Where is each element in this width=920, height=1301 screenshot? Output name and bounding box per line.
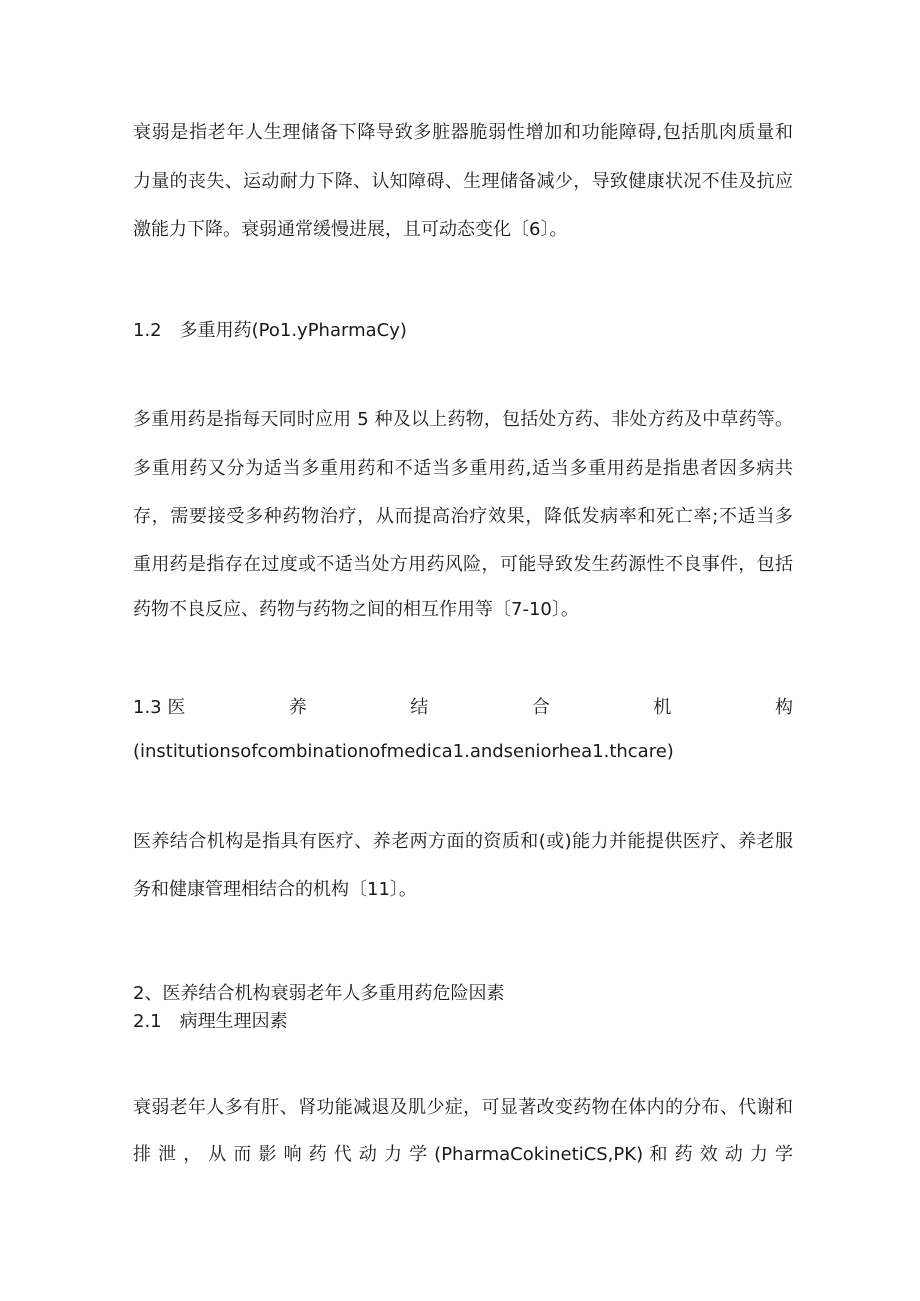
subsection-heading: 2.1 病理生理因素 bbox=[133, 1011, 288, 1032]
paragraph-line: 激能力下降。衰弱通常缓慢进展，且可动态变化〔6〕。 bbox=[133, 219, 568, 240]
heading-part: 结 bbox=[410, 697, 429, 718]
paragraph-line: 药物不良反应、药物与药物之间的相互作用等〔7-10〕。 bbox=[133, 599, 579, 620]
paragraph-line: 衰弱老年人多有肝、肾功能减退及肌少症，可显著改变药物在体内的分布、代谢和 bbox=[133, 1097, 793, 1118]
heading-part: 构 bbox=[774, 697, 793, 718]
paragraph-line: 务和健康管理相结合的机构〔11〕。 bbox=[133, 879, 417, 900]
paragraph-line: 医养结合机构是指具有医疗、养老两方面的资质和(或)能力并能提供医疗、养老服 bbox=[133, 831, 793, 852]
heading-part: 机 bbox=[653, 697, 672, 718]
section-heading-english: (institutionsofcombinationofmedica1.andseniorhea1.thcare) bbox=[133, 741, 674, 762]
section-heading: 2、医养结合机构衰弱老年人多重用药危险因素 bbox=[133, 983, 505, 1004]
paragraph-line: 多重用药是指每天同时应用 5 种及以上药物，包括处方药、非处方药及中草药等。 bbox=[133, 409, 793, 430]
heading-part: 合 bbox=[531, 697, 550, 718]
section-heading bbox=[133, 696, 793, 720]
paragraph-line: 排 泄 ， 从 而 影 响 药 代 动 力 学 (PharmaCokinetiCS,PK) 和 药 效 动 力 学 bbox=[133, 1144, 793, 1165]
paragraph-line: 衰弱是指老年人生理储备下降导致多脏器脆弱性增加和功能障碍,包括肌肉质量和 bbox=[133, 122, 793, 143]
paragraph-line: 重用药是指存在过度或不适当处方用药风险，可能导致发生药源性不良事件，包括 bbox=[133, 554, 793, 575]
heading-part: 1.3 医 bbox=[133, 697, 186, 718]
paragraph-line: 多重用药又分为适当多重用药和不适当多重用药,适当多重用药是指患者因多病共 bbox=[133, 458, 793, 479]
paragraph-line: 存，需要接受多种药物治疗，从而提高治疗效果，降低发病率和死亡率;不适当多 bbox=[133, 506, 793, 527]
section-heading: 1.2 多重用药(Po1.yPharmaCy) bbox=[133, 320, 407, 341]
heading-part: 养 bbox=[288, 697, 307, 718]
paragraph-line: 力量的丧失、运动耐力下降、认知障碍、生理储备减少，导致健康状况不佳及抗应 bbox=[133, 171, 793, 192]
